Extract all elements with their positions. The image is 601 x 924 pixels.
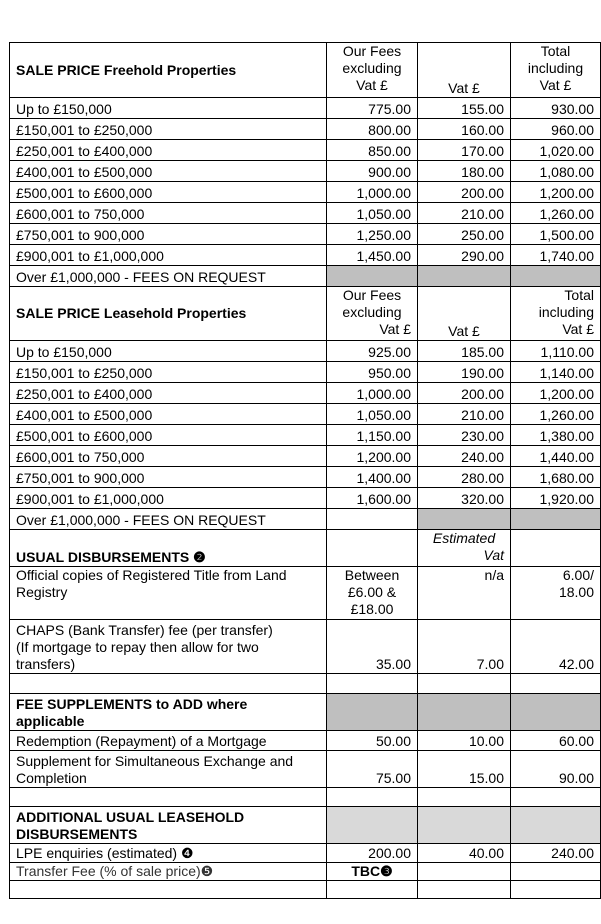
price-total: 1,200.00: [511, 383, 601, 404]
price-total: 1,500.00: [511, 224, 601, 245]
freehold-rows: [10, 98, 601, 266]
simultaneous-total: 90.00: [511, 751, 601, 788]
price-fee: 1,600.00: [327, 488, 418, 509]
freehold-over-row: [10, 266, 601, 287]
table-row: [10, 383, 601, 404]
transfer-fee-value: TBC❸: [327, 863, 418, 881]
price-band: £250,001 to £400,000: [10, 140, 327, 161]
land-registry-fee: Between £6.00 & £18.00: [327, 567, 418, 620]
lpe-row: [10, 844, 601, 863]
land-registry-row: [10, 567, 601, 620]
price-vat: 185.00: [418, 341, 511, 362]
price-fee: 800.00: [327, 119, 418, 140]
price-total: 1,920.00: [511, 488, 601, 509]
table-row: [10, 467, 601, 488]
price-total: 1,140.00: [511, 362, 601, 383]
price-fee: 950.00: [327, 362, 418, 383]
price-total: 960.00: [511, 119, 601, 140]
chaps-label: CHAPS (Bank Transfer) fee (per transfer) (If mortgage to repay then allow for two transfers): [10, 620, 327, 674]
price-total: 1,110.00: [511, 341, 601, 362]
supplements-header-row: [10, 694, 601, 731]
table-row: [10, 161, 601, 182]
price-total: 930.00: [511, 98, 601, 119]
price-fee: 1,450.00: [327, 245, 418, 266]
price-vat: 210.00: [418, 203, 511, 224]
table-row: [10, 203, 601, 224]
price-total: 1,440.00: [511, 446, 601, 467]
price-fee: 925.00: [327, 341, 418, 362]
price-vat: 190.00: [418, 362, 511, 383]
table-row: [10, 140, 601, 161]
price-vat: 155.00: [418, 98, 511, 119]
price-vat: 160.00: [418, 119, 511, 140]
price-fee: 1,000.00: [327, 383, 418, 404]
price-band: £150,001 to £250,000: [10, 362, 327, 383]
freehold-header-row: [10, 43, 601, 98]
price-total: 1,740.00: [511, 245, 601, 266]
disbursements-title: USUAL DISBURSEMENTS ❷: [10, 530, 327, 567]
vat-header: Vat £: [418, 287, 511, 341]
transfer-fee-label: Transfer Fee (% of sale price)❺: [10, 863, 327, 881]
price-total: 1,680.00: [511, 467, 601, 488]
price-band: £600,001 to 750,000: [10, 203, 327, 224]
price-vat: 230.00: [418, 425, 511, 446]
price-total: 1,080.00: [511, 161, 601, 182]
spacer-row: [10, 674, 601, 694]
price-vat: 200.00: [418, 383, 511, 404]
total-header: Total including Vat £: [511, 43, 601, 98]
price-band: £250,001 to £400,000: [10, 383, 327, 404]
spacer-row: [10, 881, 601, 899]
simultaneous-row: [10, 751, 601, 788]
price-fee: 1,000.00: [327, 182, 418, 203]
table-row: [10, 362, 601, 383]
table-row: [10, 245, 601, 266]
price-band: £150,001 to £250,000: [10, 119, 327, 140]
price-vat: 240.00: [418, 446, 511, 467]
price-total: 1,020.00: [511, 140, 601, 161]
lpe-total: 240.00: [511, 844, 601, 863]
leasehold-disb-title: ADDITIONAL USUAL LEASEHOLD DISBURSEMENTS: [10, 807, 327, 844]
leasehold-header-row: [10, 287, 601, 341]
spacer-row: [10, 788, 601, 807]
table-row: [10, 446, 601, 467]
price-vat: 250.00: [418, 224, 511, 245]
price-band: £750,001 to 900,000: [10, 224, 327, 245]
table-row: [10, 224, 601, 245]
redemption-row: [10, 731, 601, 751]
table-row: [10, 425, 601, 446]
vat-header: Vat £: [418, 43, 511, 98]
table-row: [10, 404, 601, 425]
price-band: £400,001 to £500,000: [10, 161, 327, 182]
chaps-fee: 35.00: [327, 620, 418, 674]
price-total: 1,260.00: [511, 404, 601, 425]
fees-header: Our Fees excluding Vat £: [327, 43, 418, 98]
freehold-over-label: Over £1,000,000 - FEES ON REQUEST: [10, 266, 327, 287]
chaps-vat: 7.00: [418, 620, 511, 674]
land-registry-vat: n/a: [418, 567, 511, 620]
price-fee: 1,400.00: [327, 467, 418, 488]
price-fee: 850.00: [327, 140, 418, 161]
price-total: 1,380.00: [511, 425, 601, 446]
table-row: [10, 341, 601, 362]
price-fee: 1,050.00: [327, 203, 418, 224]
disbursements-header-row: [10, 530, 601, 567]
price-total: 1,200.00: [511, 182, 601, 203]
estimated-vat-header: Estimated Vat: [418, 530, 511, 567]
price-band: £500,001 to £600,000: [10, 182, 327, 203]
chaps-row: [10, 620, 601, 674]
leasehold-over-label: Over £1,000,000 - FEES ON REQUEST: [10, 509, 327, 530]
lpe-label: LPE enquiries (estimated) ❹: [10, 844, 327, 863]
transfer-fee-row: [10, 863, 601, 881]
fees-table: [9, 42, 601, 899]
fees-header: Our Fees excluding Vat £: [327, 287, 418, 341]
price-fee: 1,150.00: [327, 425, 418, 446]
price-band: £400,001 to £500,000: [10, 404, 327, 425]
redemption-fee: 50.00: [327, 731, 418, 751]
price-fee: 900.00: [327, 161, 418, 182]
lpe-vat: 40.00: [418, 844, 511, 863]
price-fee: 1,050.00: [327, 404, 418, 425]
chaps-total: 42.00: [511, 620, 601, 674]
table-row: [10, 119, 601, 140]
price-band: £600,001 to 750,000: [10, 446, 327, 467]
leasehold-title: SALE PRICE Leasehold Properties: [10, 287, 327, 341]
price-vat: 200.00: [418, 182, 511, 203]
price-band: Up to £150,000: [10, 341, 327, 362]
land-registry-label: Official copies of Registered Title from Land Registry: [10, 567, 327, 620]
price-band: £750,001 to 900,000: [10, 467, 327, 488]
leasehold-disb-header-row: [10, 807, 601, 844]
simultaneous-label: Supplement for Simultaneous Exchange and Completion: [10, 751, 327, 788]
simultaneous-fee: 75.00: [327, 751, 418, 788]
table-row: [10, 98, 601, 119]
price-band: £500,001 to £600,000: [10, 425, 327, 446]
total-header: Total including Vat £: [511, 287, 601, 341]
price-fee: 1,200.00: [327, 446, 418, 467]
leasehold-over-row: [10, 509, 601, 530]
price-vat: 180.00: [418, 161, 511, 182]
price-vat: 320.00: [418, 488, 511, 509]
simultaneous-vat: 15.00: [418, 751, 511, 788]
price-vat: 210.00: [418, 404, 511, 425]
redemption-label: Redemption (Repayment) of a Mortgage: [10, 731, 327, 751]
price-vat: 290.00: [418, 245, 511, 266]
price-band: Up to £150,000: [10, 98, 327, 119]
price-band: £900,001 to £1,000,000: [10, 245, 327, 266]
price-vat: 280.00: [418, 467, 511, 488]
table-row: [10, 488, 601, 509]
price-fee: 775.00: [327, 98, 418, 119]
redemption-vat: 10.00: [418, 731, 511, 751]
lpe-fee: 200.00: [327, 844, 418, 863]
price-fee: 1,250.00: [327, 224, 418, 245]
leasehold-rows: [10, 341, 601, 509]
redemption-total: 60.00: [511, 731, 601, 751]
price-band: £900,001 to £1,000,000: [10, 488, 327, 509]
supplements-title: FEE SUPPLEMENTS to ADD where applicable: [10, 694, 327, 731]
price-vat: 170.00: [418, 140, 511, 161]
price-total: 1,260.00: [511, 203, 601, 224]
table-row: [10, 182, 601, 203]
freehold-title: SALE PRICE Freehold Properties: [10, 43, 327, 98]
land-registry-total: 6.00/ 18.00: [511, 567, 601, 620]
